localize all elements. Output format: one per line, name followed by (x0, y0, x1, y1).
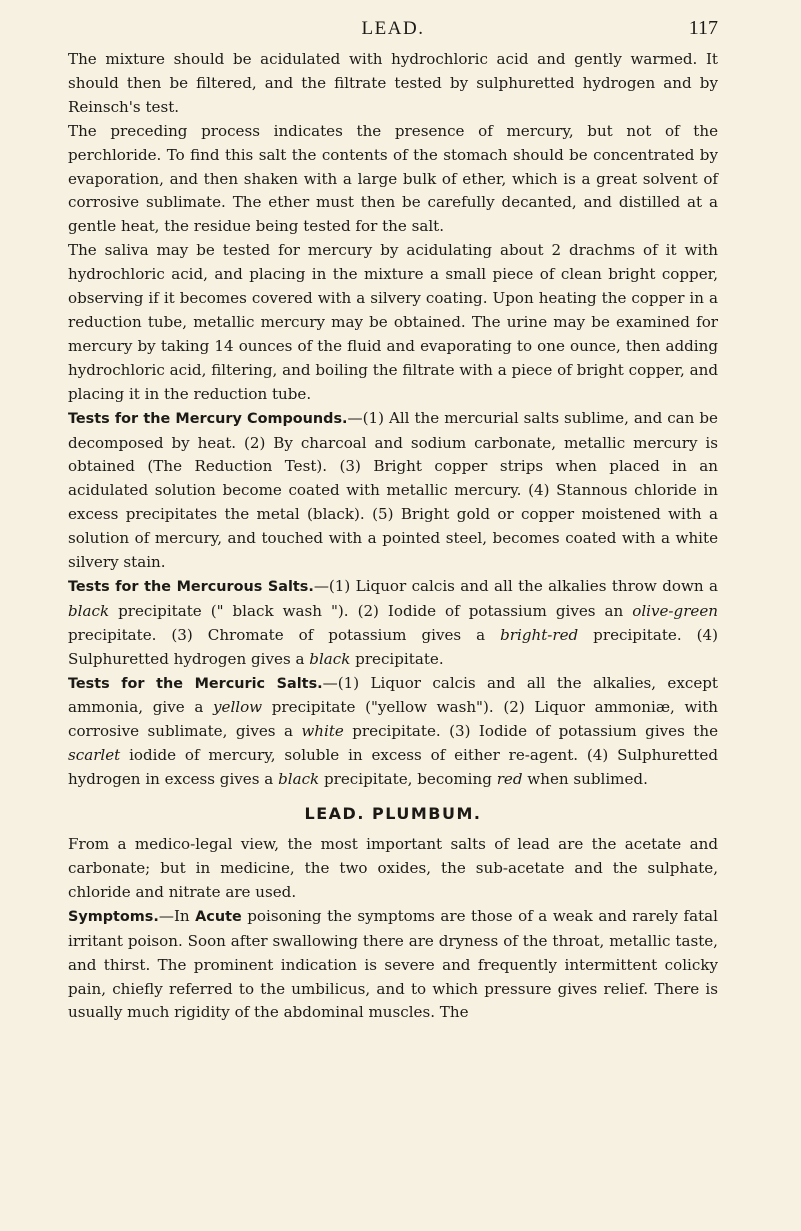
running-title: LEAD. (361, 18, 425, 39)
paragraph-saliva-urine: The saliva may be tested for mercury by acidulating about 2 drachms of it with hydrochloric acid, and placing in the mixture a small piece of clean bright copper, observing if it becomes covered with a silvery coating. Upon heating the copper in a reduction tube, metallic mercury may be obtained. The urine may be examined for mercury by taking 14 ounces of the fluid and evaporating to one ounce, then adding hydrochloric acid, filtering, and boiling the filtrate with a piece of bright copper, and placing it in the reduction tube. (68, 241, 718, 403)
paragraph-mercurous-salts (68, 575, 718, 672)
mercuric-emphasis: scarlet (68, 746, 121, 765)
mercuric-text: precipitate ("yellow wash"). (2) Liquor ammoniæ, with corrosive sublimate, gives a (68, 698, 719, 741)
mercuric-text: precipitate, becoming (319, 770, 497, 789)
mercurous-text: precipitate. (3) Chromate of potassium gives a (68, 625, 501, 644)
mercuric-emphasis: yellow (212, 698, 263, 717)
section-heading-lead: LEAD. PLUMBUM. (304, 804, 482, 824)
paragraph-acidulation: The mixture should be acidulated with hydrochloric acid and gently warmed. It should then be filtered, and the filtrate tested by sulphuretted hydrogen and by Reinsch's test. (68, 50, 718, 116)
acute-label: Acute (195, 908, 242, 925)
paragraph-lead-symptoms (68, 905, 718, 1026)
mercuric-text: iodide of mercury, soluble in excess of either re-agent. (4) Sulphuretted hydrogen in excess gives a (68, 746, 718, 789)
mercurous-text: precipitate (" black wash "). (2) Iodide of potassium gives an (109, 601, 633, 620)
symptoms-text: —In (158, 906, 196, 925)
heading-symptoms: Symptoms. (68, 908, 159, 925)
page-number: 117 (688, 17, 718, 39)
mercuric-emphasis: red (496, 770, 523, 789)
mercuric-text: —(1) Liquor calcis and all the alkalies, except ammonia, give a (68, 673, 718, 717)
symptoms-text: poisoning the symptoms are those of a weak and rarely fatal irritant poison. Soon after swallowing there are dryness of the throat, metallic taste, and thirst. The prominent indication is severe and frequently intermittent colicky pain, chiefly referred to the umbilicus, and to which pressure gives relief. There is usually much rigidity of the abdominal muscles. The (68, 906, 718, 1022)
mercuric-emphasis: white (301, 722, 344, 741)
mercurous-text: precipitate. (350, 649, 444, 668)
mercurous-emphasis: bright-red (500, 625, 579, 644)
book-page (68, 18, 718, 1025)
heading-mercurous-salts: Tests for the Mercurous Salts. (68, 578, 314, 595)
mercurous-emphasis: olive-green (632, 601, 718, 620)
heading-mercury-compounds: Tests for the Mercury Compounds. (68, 410, 348, 427)
paragraph-mercuric-salts (68, 672, 718, 793)
mercurous-emphasis: black (68, 601, 110, 620)
mercuric-text: when sublimed. (522, 770, 648, 789)
mercurous-text: precipitate. (4) Sulphuretted hydrogen gives a (68, 625, 718, 668)
mercurous-emphasis: black (309, 649, 351, 668)
mercury-compounds-text: —(1) All the mercurial salts sublime, and can be decomposed by heat. (2) By charcoal and sodium carbonate, metallic mercury is obtained (The Reduction Test). (3) Bright copper strips when placed in an acidulated solution become coated with metallic mercury. (4) Stannous chloride in excess precipitates the metal (black). (5) Bright gold or copper moistened with a solution of mercury, and touched with a pointed steel, becomes coated with a white silvery stain. (68, 408, 718, 572)
running-head (68, 18, 718, 48)
mercuric-text: precipitate. (3) Iodide of potassium gives the (343, 722, 719, 741)
paragraph-perchloride: The preceding process indicates the presence of mercury, but not of the perchloride. To find this salt the contents of the stomach should be concentrated by evaporation, and then shaken with a large bulk of ether, which is a great solvent of corrosive sublimate. The ether must then be carefully decanted, and distilled at a gentle heat, the residue being tested for the salt. (68, 121, 718, 236)
mercurous-text: —(1) Liquor calcis and all the alkalies throw down a (313, 576, 718, 595)
paragraph-mercury-compounds (68, 407, 718, 575)
paragraph-lead-intro: From a medico-legal view, the most important salts of lead are the acetate and carbonate; but in medicine, the two oxides, the sub-acetate and the sulphate, chloride and nitrate are used. (68, 835, 718, 901)
heading-mercuric-salts: Tests for the Mercuric Salts. (68, 675, 323, 692)
mercuric-emphasis: black (278, 770, 320, 789)
